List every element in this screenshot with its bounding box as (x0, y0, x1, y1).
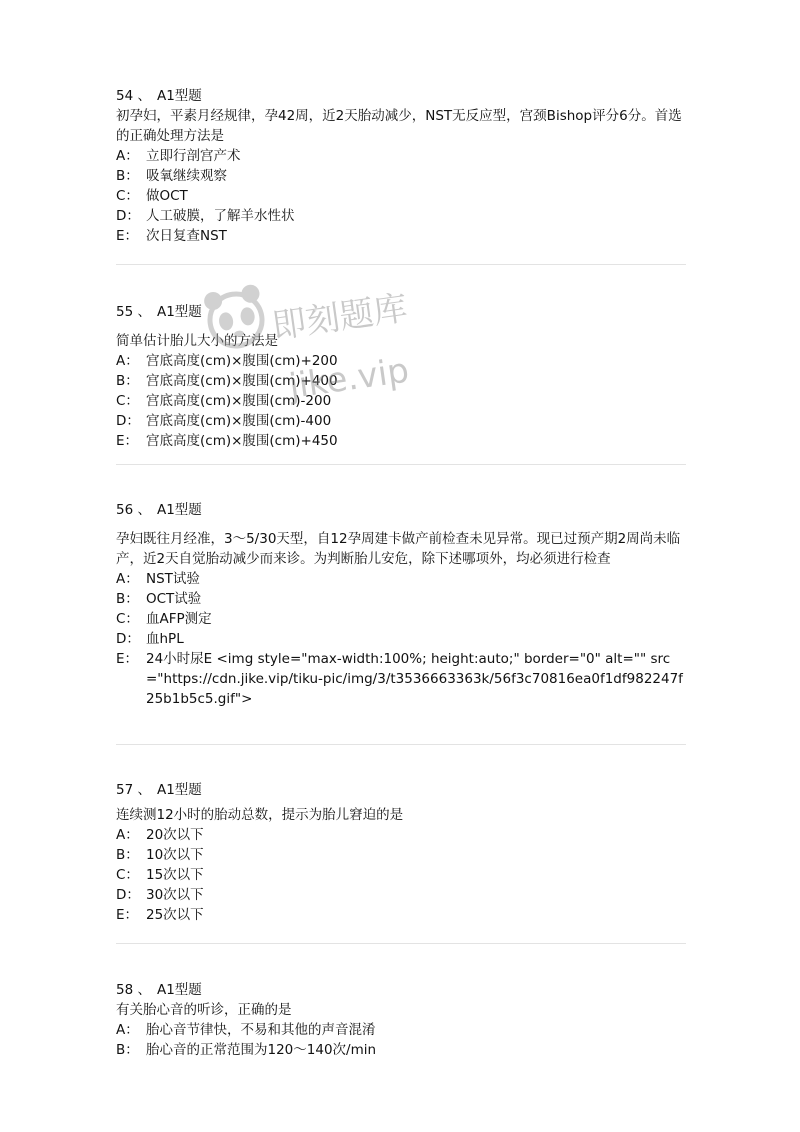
watermark-text-url: jike.vip (286, 350, 412, 407)
question-type: A1型题 (156, 782, 202, 798)
question-header (116, 86, 686, 106)
question-stem: 简单估计胎儿大小的方法是 (116, 333, 278, 349)
option-text: 25次以下 (146, 907, 204, 923)
question-header (116, 500, 686, 520)
option-letter: A： (116, 148, 139, 164)
question-divider (116, 943, 686, 944)
question-stem: 初孕妇，平素月经规律，孕42周，近2天胎动减少，NST无反应型，宫颈Bishop评分6分。首选的正确处理方法是 (116, 108, 682, 144)
option-letter: B： (116, 168, 139, 184)
option-text: 次日复查NST (146, 228, 227, 244)
option-b (116, 166, 686, 186)
option-text: 宫底高度(cm)×腹围(cm)+450 (146, 433, 338, 449)
option-letter: B： (116, 591, 139, 607)
question-stem: 连续测12小时的胎动总数，提示为胎儿窘迫的是 (116, 807, 404, 823)
option-d (116, 629, 686, 649)
option-c (116, 865, 686, 885)
option-e (116, 226, 686, 246)
option-text: 立即行剖宫产术 (146, 148, 241, 164)
question-divider (116, 744, 686, 745)
question-55 (116, 302, 686, 451)
option-letter: D： (116, 413, 140, 429)
option-d (116, 411, 686, 431)
question-header (116, 980, 686, 1000)
option-text: 血hPL (146, 631, 184, 647)
question-type: A1型题 (156, 88, 202, 104)
question-58 (116, 980, 686, 1060)
option-e (116, 431, 686, 451)
option-b (116, 371, 686, 391)
question-type: A1型题 (156, 304, 202, 320)
question-header (116, 780, 686, 800)
option-text: 宫底高度(cm)×腹围(cm)-200 (146, 393, 332, 409)
option-b (116, 1040, 686, 1060)
question-56 (116, 500, 686, 709)
question-number: 58 、 (116, 982, 151, 998)
option-letter: A： (116, 571, 139, 587)
question-57 (116, 780, 686, 925)
option-letter: B： (116, 373, 139, 389)
option-letter: B： (116, 1042, 139, 1058)
option-text: 20次以下 (146, 827, 204, 843)
option-letter: C： (116, 393, 139, 409)
option-b (116, 589, 686, 609)
option-text: 血AFP测定 (146, 611, 212, 627)
option-text: 胎心音节律快，不易和其他的声音混淆 (146, 1022, 376, 1038)
option-letter: D： (116, 631, 140, 647)
option-text: 15次以下 (146, 867, 204, 883)
question-header (116, 302, 686, 322)
option-text: 宫底高度(cm)×腹围(cm)-400 (146, 413, 332, 429)
option-letter: E： (116, 433, 139, 449)
option-letter: A： (116, 353, 139, 369)
question-number: 54 、 (116, 88, 151, 104)
option-d (116, 885, 686, 905)
option-a (116, 825, 686, 845)
option-letter: E： (116, 228, 139, 244)
option-letter: B： (116, 847, 139, 863)
question-stem: 孕妇既往月经准，3～5/30天型，自12孕周建卡做产前检查未见异常。现已过预产期2周尚未临产，近2天自觉胎动减少而来诊。为判断胎儿安危，除下述哪项外，均必须进行检查 (116, 531, 681, 567)
option-text: NST试验 (146, 571, 200, 587)
option-letter: D： (116, 208, 140, 224)
option-text: 人工破膜，了解羊水性状 (146, 208, 295, 224)
option-text: 宫底高度(cm)×腹围(cm)+200 (146, 353, 338, 369)
question-divider (116, 464, 686, 465)
question-number: 57 、 (116, 782, 151, 798)
option-letter: E： (116, 651, 139, 667)
option-text: 24小时尿E <img style="max-width:100%; height:auto;" border="0" alt="" src="https://cdn.jike.vip/tiku-pic/img/3/t3536663363k/56f3c70816ea0f1df982247f25b1b5c5.gif"> (146, 651, 683, 707)
question-number: 55 、 (116, 304, 151, 320)
option-a (116, 146, 686, 166)
question-stem: 有关胎心音的听诊，正确的是 (116, 1002, 292, 1018)
option-text: 胎心音的正常范围为120～140次/min (146, 1042, 377, 1058)
option-a (116, 1020, 686, 1040)
watermark-text-cn: 即刻题库 (269, 288, 410, 347)
question-divider (116, 264, 686, 265)
option-text: 10次以下 (146, 847, 204, 863)
option-a (116, 351, 686, 371)
question-number: 56 、 (116, 502, 151, 518)
option-text: 做OCT (146, 188, 188, 204)
option-e (116, 905, 686, 925)
option-d (116, 206, 686, 226)
option-text: OCT试验 (146, 591, 202, 607)
option-letter: A： (116, 827, 139, 843)
question-54 (116, 86, 686, 246)
option-letter: D： (116, 887, 140, 903)
option-a (116, 569, 686, 589)
option-letter: E： (116, 907, 139, 923)
option-c (116, 391, 686, 411)
option-letter: C： (116, 611, 139, 627)
option-text: 30次以下 (146, 887, 204, 903)
option-letter: C： (116, 867, 139, 883)
question-type: A1型题 (156, 982, 202, 998)
option-letter: A： (116, 1022, 139, 1038)
option-text: 宫底高度(cm)×腹围(cm)+400 (146, 373, 338, 389)
option-e (116, 649, 686, 709)
option-c (116, 609, 686, 629)
option-c (116, 186, 686, 206)
option-letter: C： (116, 188, 139, 204)
option-b (116, 845, 686, 865)
question-type: A1型题 (156, 502, 202, 518)
option-text: 吸氧继续观察 (146, 168, 227, 184)
